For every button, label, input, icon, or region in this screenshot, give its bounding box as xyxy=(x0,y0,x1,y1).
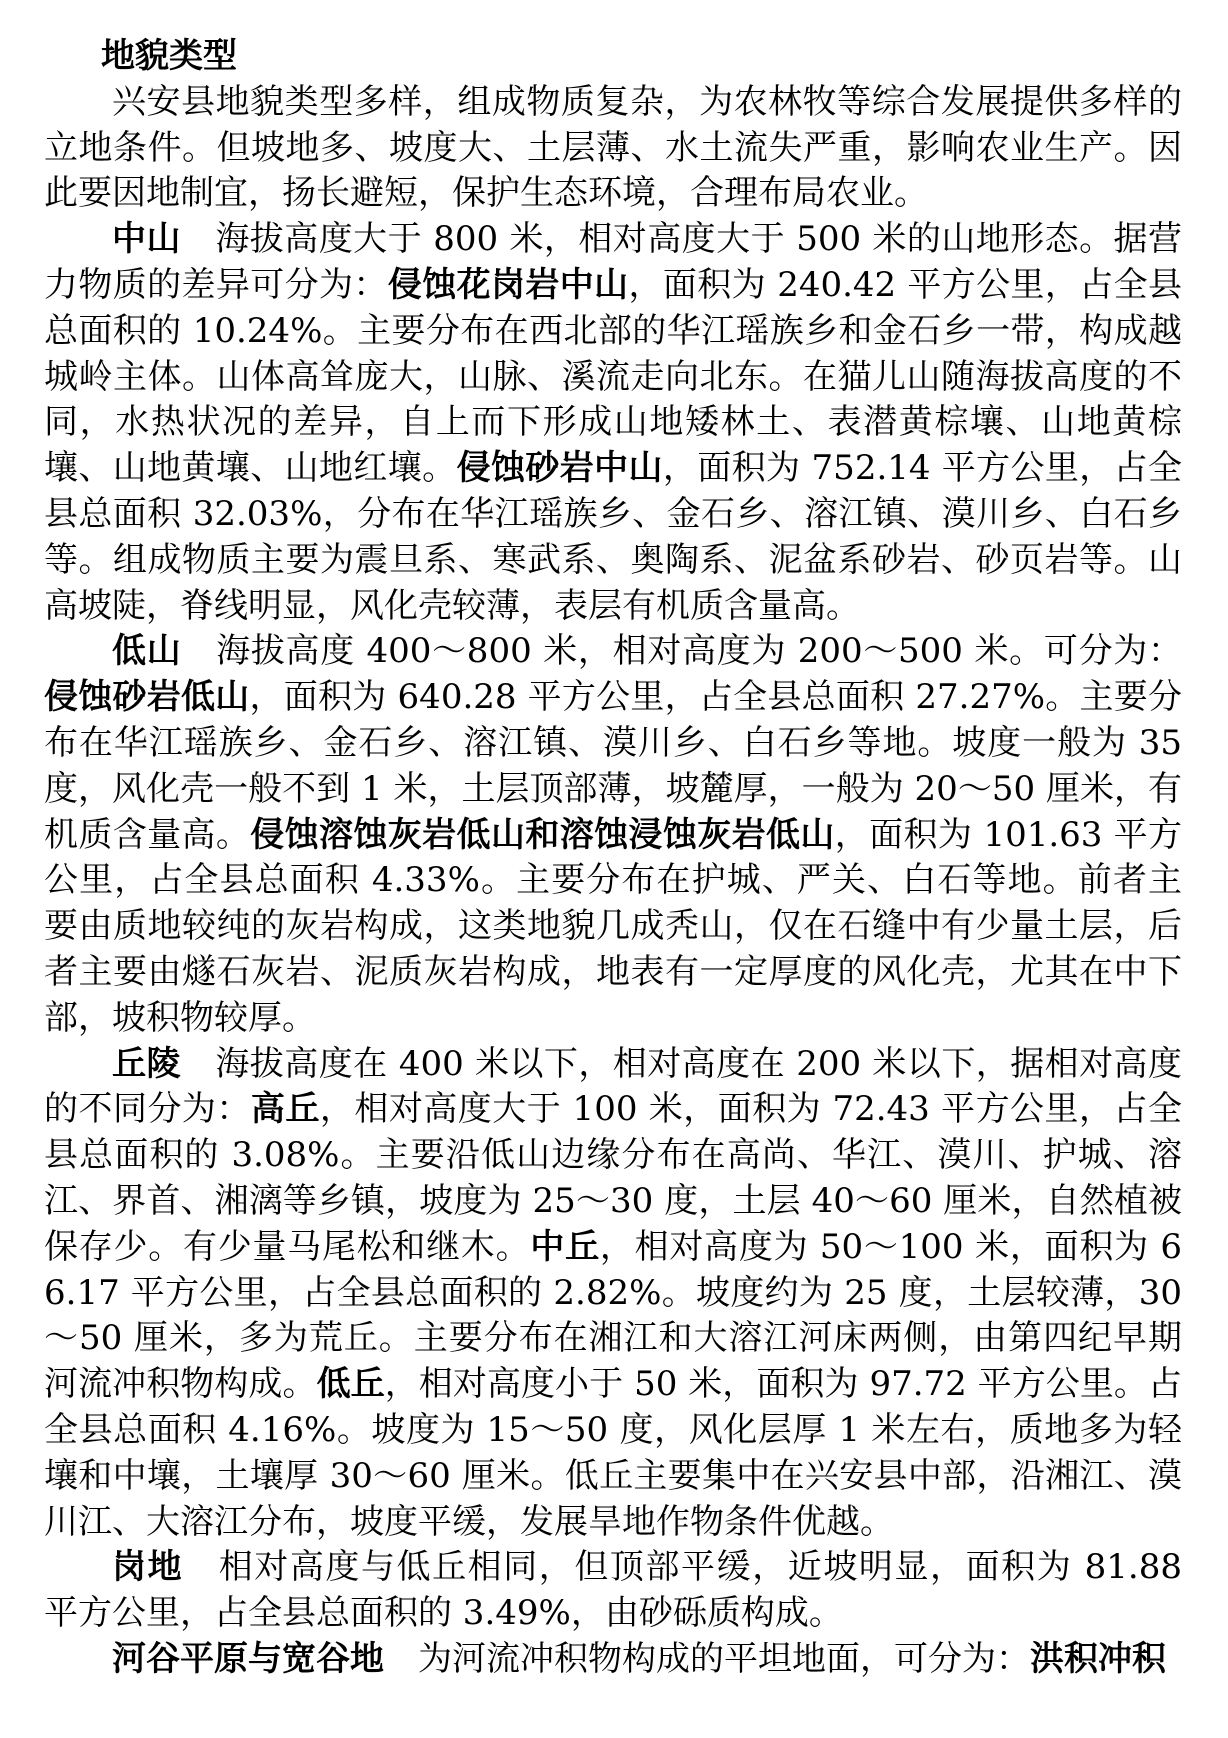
paragraph xyxy=(44,1042,1182,1546)
text-run: ，相对高度小于 50 米，面积为 97.72 平方公里。占全县总面积 4.16%。坡度为 15～50 度，风化层厚 1 米左右，质地多为轻壤和中壤，土壤厚 30～60 厘米。低丘主要集中在兴安县中部，沿湘江、漠川江、大溶江分布，坡度平缓，发展旱地作物条件优越。 xyxy=(44,1364,1183,1542)
text-run: 为河流冲积物构成的平坦地面，可分为： xyxy=(384,1638,1030,1679)
page-title: 地貌类型 xyxy=(101,36,237,76)
bold-term: 中丘 xyxy=(530,1226,600,1267)
paragraph xyxy=(44,80,1182,217)
bold-term: 侵蚀砂岩低山 xyxy=(44,677,250,718)
text-run: 海拔高度大于 800 米，相对高度大于 500 米的山地形态。据营力物质的差异可分为： xyxy=(44,219,1183,305)
text-run: ，面积为 101.63 平方公里，占全县总面积 4.33%。主要分布在护城、严关、白石等地。前者主要由质地较纯的灰岩构成，这类地貌几成秃山，仅在石缝中有少量土层，后者主要由燧石灰岩、泥质灰岩构成，地表有一定厚度的风化壳，尤其在中下部，坡积物较厚。 xyxy=(44,814,1182,1038)
text-run: 海拔高度在 400 米以下，相对高度在 200 米以下，据相对高度的不同分为： xyxy=(44,1043,1183,1130)
text-run: ，相对高度大于 100 米，面积为 72.43 平方公里，占全县总面积的 3.08%。主要沿低山边缘分布在高尚、华江、漠川、护城、溶江、界首、湘漓等乡镇，坡度为 25～30 度，土层 40～60 厘米，自然植被保存少。有少量马尾松和继木。 xyxy=(44,1089,1182,1267)
bold-term: 低丘 xyxy=(316,1364,385,1405)
paragraph xyxy=(44,629,1182,1041)
paragraph xyxy=(44,1637,1182,1683)
text-run: ，相对高度为 50～100 米，面积为 66.17 平方公里，占全县总面积的 2.82%。坡度约为 25 度，土层较薄，30～50 厘米，多为荒丘。主要分布在湘江和大溶江河床两侧，由第四纪早期河流冲积物构成。 xyxy=(44,1226,1183,1405)
bold-term: 侵蚀砂岩中山 xyxy=(456,448,663,489)
bold-term: 低山 xyxy=(112,631,182,672)
bold-term: 丘陵 xyxy=(112,1043,181,1084)
bold-term: 洪积冲积 xyxy=(1030,1638,1166,1679)
text-run: ，面积为 640.28 平方公里，占全县总面积 27.27%。主要分布在华江瑶族乡、金石乡、溶江镇、漠川乡、白石乡等地。坡度一般为 35 度，风化壳一般不到 1 米，土层顶部薄，坡麓厚，一般为 20～50 厘米，有机质含量高。 xyxy=(44,677,1183,855)
text-run: 相对高度与低丘相同，但顶部平缓，近坡明显，面积为 81.88 平方公里，占全县总面积的 3.49%，由砂砾质构成。 xyxy=(44,1547,1182,1634)
paragraph xyxy=(44,1545,1182,1637)
bold-term: 中山 xyxy=(112,219,181,260)
paragraph xyxy=(44,217,1182,629)
text-run: 兴安县地貌类型多样，组成物质复杂，为农林牧等综合发展提供多样的立地条件。但坡地多、坡度大、土层薄、水土流失严重，影响农业生产。因此要因地制宜，扬长避短，保护生态环境，合理布局农业。 xyxy=(44,81,1182,214)
text-run: 海拔高度 400～800 米，相对高度为 200～500 米。可分为： xyxy=(181,631,1182,672)
bold-term: 侵蚀溶蚀灰岩低山和溶蚀浸蚀灰岩低山 xyxy=(250,814,835,855)
bold-term: 高丘 xyxy=(250,1089,320,1130)
bold-term: 侵蚀花岗岩中山 xyxy=(387,264,629,305)
text-run: ，面积为 752.14 平方公里，占全县总面积 32.03%，分布在华江瑶族乡、金石乡、溶江镇、漠川乡、白石乡等。组成物质主要为震旦系、寒武系、奥陶系、泥盆系砂岩、砂页岩等。山高坡陡，脊线明显，风化壳较薄，表层有机质含量高。 xyxy=(44,448,1182,626)
text-run: ，面积为 240.42 平方公里，占全县总面积的 10.24%。主要分布在西北部的华江瑶族乡和金石乡一带，构成越城岭主体。山体高耸庞大，山脉、溪流走向北东。在猫儿山随海拔高度的不同，水热状况的差异，自上而下形成山地矮林土、表潜黄棕壤、山地黄棕壤、山地黄壤、山地红壤。 xyxy=(44,264,1183,489)
bold-term: 岗地 xyxy=(112,1547,184,1588)
bold-term: 河谷平原与宽谷地 xyxy=(112,1638,384,1679)
document-body xyxy=(44,80,1182,1683)
